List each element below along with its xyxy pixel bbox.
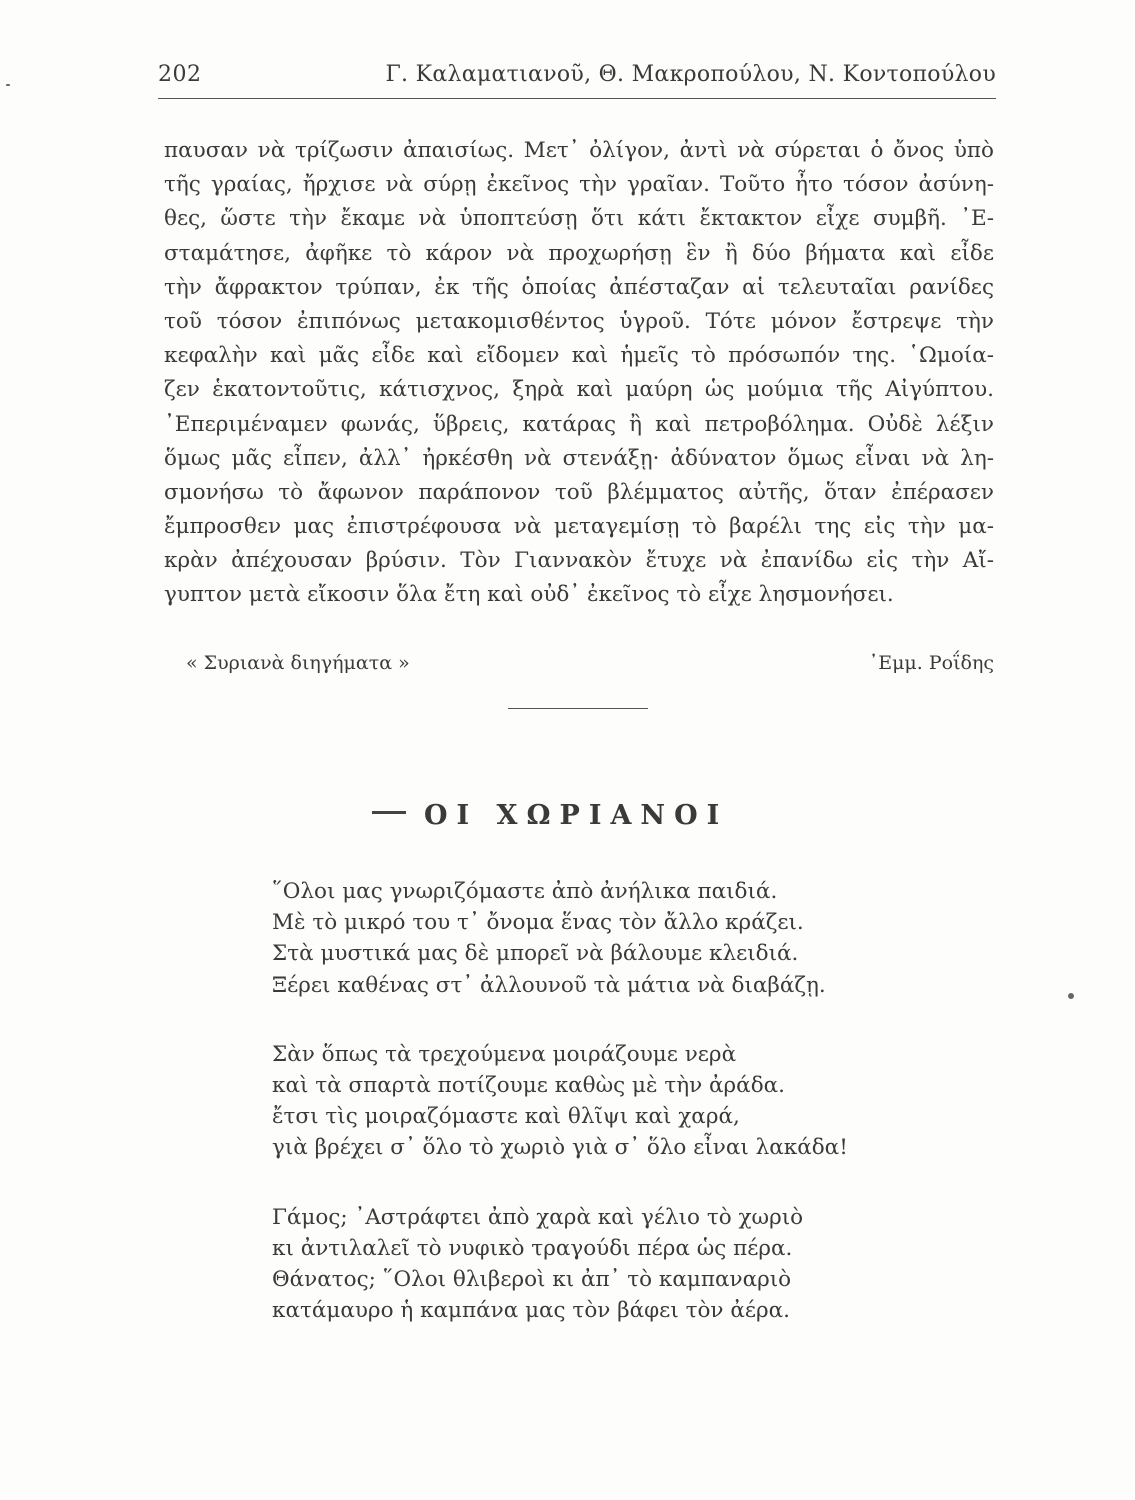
poem: [272, 876, 972, 1364]
prose-excerpt: [164, 134, 994, 613]
ink-speck: [6, 84, 10, 86]
stanza-1: [272, 876, 972, 1001]
prose-line: ὅμως μᾶς εἶπεν, ἀλλ᾽ ἠρκέσθη νὰ στενάξῃ· ἀδύνατον ὅμως εἶναι νὰ λη-: [164, 445, 994, 471]
prose-line: γυπτον μετὰ εἴκοσιν ὅλα ἔτη καὶ οὐδ᾽ ἐκεῖνος τὸ εἶχε λησμονήσει.: [164, 582, 894, 608]
page-header: [158, 62, 996, 96]
page-number: 202: [158, 62, 202, 87]
prose-line: τοῦ τόσον ἐπιπόνως μετακομισθέντος ὑγροῦ. Τότε μόνον ἔστρεψε τὴν: [164, 308, 994, 334]
header-rule: [158, 98, 996, 99]
attribution-author: ᾿Εμμ. Ροΐδης: [868, 652, 994, 674]
prose-line: ζεν ἑκατοντοῦτις, κάτισχνος, ξηρὰ καὶ μαύρη ὡς μούμια τῆς Αἰγύπτου.: [164, 377, 994, 403]
prose-line: σταμάτησε, ἀφῆκε τὸ κάρον νὰ προχωρήσῃ ἓν ἢ δύο βήματα καὶ εἶδε: [164, 240, 994, 266]
prose-line: κρὰν ἀπέχουσαν βρύσιν. Τὸν Γιαννακὸν ἔτυχε νὰ ἐπανίδω εἰς τὴν Αἴ-: [164, 548, 994, 574]
prose-line: ᾿Επεριμέναμεν φωνάς, ὕβρεις, κατάρας ἢ καὶ πετροβόλημα. Οὐδὲ λέξιν: [164, 411, 994, 437]
stanza-2: [272, 1039, 972, 1164]
prose-line: θες, ὥστε τὴν ἔκαμε νὰ ὑποπτεύσῃ ὅτι κάτι ἔκτακτον εἶχε συμβῆ. ᾿Ε-: [164, 206, 994, 232]
prose-line: παυσαν νὰ τρίζωσιν ἀπαισίως. Μετ᾽ ὀλίγον, ἀντὶ νὰ σύρεται ὁ ὄνος ὑπὸ: [164, 138, 994, 163]
verse-line: γιὰ βρέχει σ᾽ ὅλο τὸ χωριὸ γιὰ σ᾽ ὅλο εἶναι λακάδα!: [272, 1135, 848, 1161]
prose-line: ἔμπροσθεν μας ἐπιστρέφουσα νὰ μεταγεμίσῃ τὸ βαρέλι της εἰς τὴν μα-: [164, 514, 994, 540]
section-divider: [508, 708, 648, 709]
attribution: [164, 652, 994, 680]
ink-speck: [1068, 993, 1074, 999]
verse-line: Ξέρει καθένας στ᾽ ἀλλουνοῦ τὰ μάτια νὰ διαβάζῃ.: [272, 972, 826, 998]
verse-line: Σὰν ὅπως τὰ τρεχούμενα μοιράζουμε νερὰ: [272, 1041, 737, 1067]
verse-line: Θάνατος; ῞Ολοι θλιβεροὶ κι ἀπ᾽ τὸ καμπαναριὸ: [272, 1266, 792, 1292]
verse-line: ἔτσι τὶς μοιραζόμαστε καὶ θλῖψι καὶ χαρά,: [272, 1104, 740, 1130]
poem-title: ΟΙ ΧΩΡΙΑΝΟΙ: [424, 800, 729, 831]
prose-line: κεφαλὴν καὶ μᾶς εἶδε καὶ εἴδομεν καὶ ἡμεῖς τὸ πρόσωπόν της. ῾Ωμοία-: [164, 343, 994, 369]
verse-line: Μὲ τὸ μικρό του τ᾽ ὄνομα ἕνας τὸν ἄλλο κράζει.: [272, 910, 804, 936]
stanza-3: [272, 1202, 972, 1327]
title-dash: [372, 811, 406, 814]
verse-line: καὶ τὰ σπαρτὰ ποτίζουμε καθὼς μὲ τὴν ἀράδα.: [272, 1072, 785, 1098]
running-title: Γ. Καλαματιανοῦ, Θ. Μακροπούλου, Ν. Κοντοπούλου: [385, 62, 996, 87]
prose-line: σμονήσω τὸ ἄφωνον παράπονον τοῦ βλέμματος αὐτῆς, ὅταν ἐπέρασεν: [164, 479, 994, 505]
verse-line: Στὰ μυστικά μας δὲ μπορεῖ νὰ βάλουμε κλειδιά.: [272, 941, 799, 967]
verse-line: Γάμος; ᾿Αστράφτει ἀπὸ χαρὰ καὶ γέλιο τὸ χωριὸ: [272, 1204, 804, 1230]
prose-line: τῆς γραίας, ἤρχισε νὰ σύρῃ ἐκεῖνος τὴν γραῖαν. Τοῦτο ἦτο τόσον ἀσύνη-: [164, 172, 994, 198]
verse-line: ῞Ολοι μας γνωριζόμαστε ἀπὸ ἀνήλικα παιδιά.: [272, 879, 778, 904]
prose-line: τὴν ἄφρακτον τρύπαν, ἐκ τῆς ὁποίας ἀπέσταζαν αἱ τελευταῖαι ρανίδες: [164, 274, 994, 300]
poem-title-block: [372, 800, 752, 840]
verse-line: κι ἀντιλαλεῖ τὸ νυφικὸ τραγούδι πέρα ὡς πέρα.: [272, 1235, 793, 1261]
attribution-source: « Συριανὰ διηγήματα »: [186, 652, 410, 674]
verse-line: κατάμαυρο ἡ καμπάνα μας τὸν βάφει τὸν ἀέρα.: [272, 1298, 790, 1324]
